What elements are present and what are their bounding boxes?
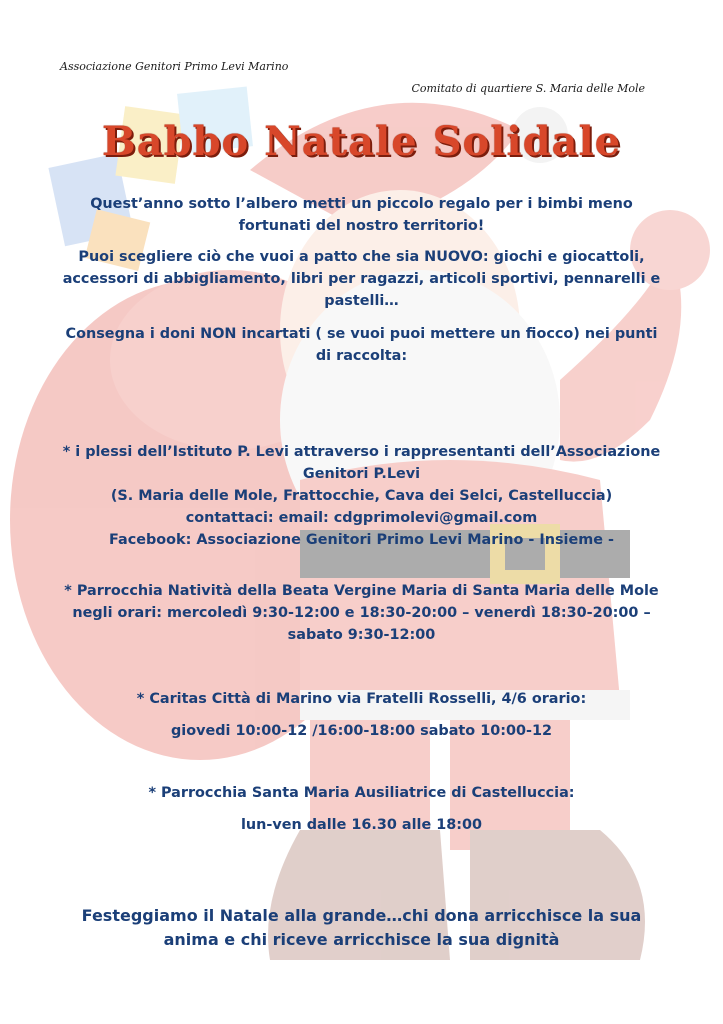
point-line: * i plessi dell’Istituto P. Levi attraverso i rappresentanti dell’Associazione — [62, 444, 661, 460]
contact-email: contattaci: email: cdgprimolevi@gmail.com — [185, 510, 538, 526]
point-line: * Parrocchia Natività della Beata Vergine Maria di Santa Maria delle Mole — [64, 583, 659, 599]
collection-point-parrocchia-ausiliatrice — [40, 782, 683, 836]
delivery-line: di raccolta: — [315, 348, 408, 364]
point-line: sabato 9:30-12:00 — [287, 627, 436, 643]
delivery-line: Consegna i doni NON incartati ( se vuoi puoi mettere un fiocco) nei punti — [65, 326, 658, 342]
committee-name: Comitato di quartiere S. Maria delle Mole — [411, 82, 645, 95]
collection-point-parrocchia-nativita — [40, 580, 683, 646]
intro-line: Quest’anno sotto l’albero metti un piccolo regalo per i bimbi meno — [90, 196, 633, 212]
collection-point-caritas — [40, 688, 683, 742]
items-paragraph — [40, 246, 683, 312]
point-line: * Caritas Città di Marino via Fratelli Rosselli, 4/6 orario: — [136, 691, 587, 707]
closing-line: Festeggiamo il Natale alla grande…chi dona arricchisce la sua — [81, 906, 642, 925]
delivery-paragraph — [40, 323, 683, 367]
point-line: negli orari: mercoledì 9:30-12:00 e 18:30-20:00 – venerdì 18:30-20:00 – — [72, 605, 651, 621]
point-line: (S. Maria delle Mole, Frattocchie, Cava dei Selci, Castelluccia) — [110, 488, 613, 504]
collection-point-istituto — [40, 441, 683, 551]
point-line: lun-ven dalle 16.30 alle 18:00 — [240, 817, 483, 833]
items-line: pastelli… — [324, 293, 399, 309]
association-name: Associazione Genitori Primo Levi Marino — [60, 60, 289, 73]
facebook-page: Facebook: Associazione Genitori Primo Levi Marino - Insieme - — [109, 532, 614, 548]
intro-line: fortunati del nostro territorio! — [238, 218, 485, 234]
closing-line: anima e chi riceve arricchisce la sua dignità — [163, 930, 560, 949]
point-line: Genitori P.Levi — [302, 466, 421, 482]
items-line: accessori di abbigliamento, libri per ragazzi, articoli sportivi, pennarelli e — [62, 271, 661, 287]
point-line: giovedi 10:00-12 /16:00-18:00 sabato 10:00-12 — [170, 723, 553, 739]
items-line: Puoi scegliere ciò che vuoi a patto che sia NUOVO: giochi e giocattoli, — [78, 249, 645, 265]
flyer-title: Babbo Natale Solidale — [101, 118, 622, 165]
closing-message — [30, 904, 693, 952]
intro-paragraph — [40, 193, 683, 237]
point-line: * Parrocchia Santa Maria Ausiliatrice di Castelluccia: — [148, 785, 575, 801]
